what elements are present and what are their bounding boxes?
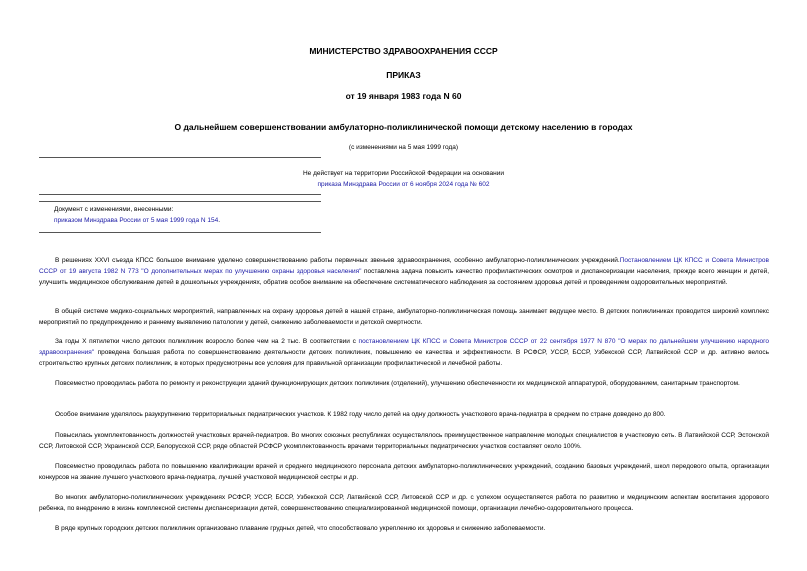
paragraph-text: поставлена задача повысить качество профилактических осмотров и диспансеризации населения, прежде всего женщин и детей, улучшить медицинское обслуживание детей в дошкольных учреждениях, обратив особое внимание на обеспечение систематического наблюдения за состоянием здоровья детей и проведением оздоровительных мероприятий. [39,268,769,286]
paragraph-7 [39,461,769,483]
paragraph-2 [39,306,769,328]
divider-line [39,201,321,202]
doc-changes-line [54,217,220,224]
paragraph-text: Во многих амбулаторно-поликлинических учреждениях РСФСР, УССР, БССР, Узбекской ССР, Латвийской ССР, Литовской ССР и др. с успехом осуществляется работа по развитию и медицинским аспектам воспитания здорового ребенка, по внедрению в жизнь комплексной системы диспансеризации детей, совершенствованию специализированной медицинской помощи, организации лечебно-оздоровительного процесса. [39,494,769,512]
paragraph-8 [39,492,769,514]
paragraph-4 [39,378,769,400]
paragraph-5 [39,409,769,420]
paragraph-text: За годы X пятилетки число детских поликлиник возросло более чем на 2 тыс. В соответствии с [55,338,359,345]
paragraph-3 [39,336,769,369]
paragraph-text: Повысилась укомплектованность должностей участковых врачей-педиатров. Во многих союзных республиках осуществлялось преимущественное направление молодых специалистов в участковую сеть. В Латвийской ССР, Эстонской ССР, Литовской ССР, Украинской ССР, Белорусской ССР, ряде областей РСФСР укомплектованность врачами территориальных педиатрических участков составляет около 100%. [39,432,769,450]
paragraph-9 [39,523,769,534]
paragraph-1 [39,255,769,299]
paragraph-text: Повсеместно проводилась работа по ремонту и реконструкции зданий функционирующих детских поликлиник (отделений), улучшению обеспеченности их медицинской аппаратурой, оборудованием, санитарным транспортом. [55,380,740,387]
paragraph-text: проведена большая работа по совершенствованию деятельности детских поликлиник, повышению ее качества и эффективности. В РСФСР, УССР, БССР, Узбекской ССР, Латвийской ССР и др. активно велось строительство крупных детских поликлиник, в которых предусмотрены все условия для правильной организации профилактической и лечебной работы. [39,349,769,367]
paragraph-text: Особое внимание уделялось разукрупнению территориальных педиатрических участков. К 1982 году число детей на одну должность участкового врача-педиатра в среднем по стране доведено до 800. [55,411,666,418]
edits-note: (с изменениями на 5 мая 1999 года) [348,144,459,151]
paragraph-text: Повсеместно проводилась работа по повышению квалификации врачей и среднего медицинского персонала детских амбулаторно-поликлинических учреждений, созданию базовых учреждений, школ передового опыта, организации конкурсов на звание лучшего участкового врача-педиатра, лучшей участковой медицинской сестры и др. [39,463,769,481]
divider-line [39,157,321,158]
document-date-number: от 19 января 1983 года N 60 [345,91,462,101]
doc-changes-period: . [218,217,221,224]
paragraph-text: В ряде крупных городских детских поликлиник организовано плавание грудных детей, что способствовало укреплению их здоровья и снижению заболеваемости. [55,525,546,532]
paragraph-text: В решениях XXVI съезда КПСС большое внимание уделено совершенствованию работы первичных звеньев здравоохранения, особенно амбулаторно-поликлинических учреждений. [55,257,620,264]
status-link-line [0,181,807,188]
status-link[interactable]: приказа Минздрава России от 6 ноября 2024 года № 602 [317,181,490,188]
document-title: О дальнейшем совершенствовании амбулаторно-поликлинической помощи детскому населению в городах [174,122,633,132]
decree-773-link[interactable]: Постановлением ЦК КПСС и Совета Министров СССР от 19 августа 1982 N 773 "О дополнительных мерах по улучшению охраны здоровья населения" [39,257,769,275]
doc-changes-link[interactable]: приказом Минздрава России от 5 мая 1999 года N 154 [54,217,219,224]
divider-line [39,232,321,233]
status-text: Не действует на территории Российской Федерации на основании [302,170,505,177]
ministry-heading: МИНИСТЕРСТВО ЗДРАВООХРАНЕНИЯ СССР [309,46,498,56]
doc-changes-label: Документ с изменениями, внесенными: [54,206,174,213]
paragraph-6 [39,430,769,452]
decree-870-link[interactable]: постановлением ЦК КПСС и Совета Министров СССР от 22 сентября 1977 N 870 "О мерах по дальнейшем улучшению народного здравоохранения" [39,338,769,356]
divider-line [39,194,321,195]
paragraph-text: В общей системе медико-социальных мероприятий, направленных на охрану здоровья детей в нашей стране, амбулаторно-поликлиническая помощь занимает ведущее место. В детских поликлиниках проводится широкий комплекс мероприятий по предупреждению и раннему выявлению патологии у детей, снижению заболеваемости и детской смертности. [39,308,769,326]
document-type-heading: ПРИКАЗ [386,70,421,80]
